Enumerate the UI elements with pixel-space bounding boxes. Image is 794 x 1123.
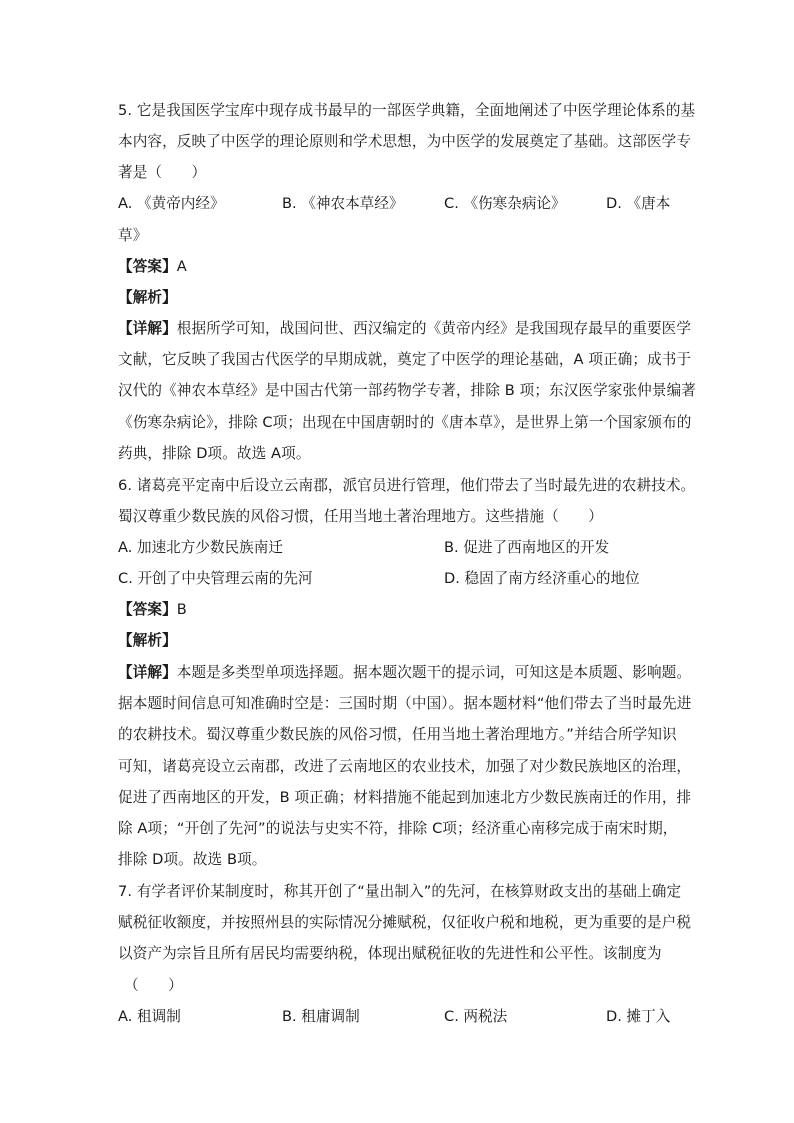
- q5-stem-line-3: 著是（ ）: [118, 164, 207, 181]
- q6-option-a: A. 加速北方少数民族南迁: [118, 539, 283, 556]
- q6-detail-line-7: 排除 D项。故选 B项。: [118, 851, 267, 868]
- q6-option-b: B. 促进了西南地区的开发: [444, 539, 610, 556]
- answer-value: B: [176, 601, 187, 618]
- q6-answer: [118, 600, 187, 620]
- q6-analysis-tag: 【解析】: [118, 632, 177, 649]
- q7-stem-line-2: 赋税征收额度，并按照州县的实际情况分摊赋税，仅征收户税和地税，更为重要的是户税: [118, 914, 692, 931]
- q5-option-d: D. 《唐本: [606, 195, 671, 212]
- q5-stem-line-1: 5. 它是我国医学宝库中现存成书最早的一部医学典籍，全面地阐述了中医学理论体系的基: [118, 102, 696, 119]
- q7-stem-line-4: （ ）: [124, 977, 183, 994]
- q7-option-c: C. 两税法: [444, 1008, 508, 1025]
- q5-detail-line-5: 药典，排除 D项。故选 A项。: [118, 445, 311, 462]
- q5-option-d-continued: 草》: [118, 227, 148, 244]
- q6-detail-line-5: 促进了西南地区的开发，B 项正确；材料措施不能起到加速北方少数民族南迁的作用，排: [118, 789, 692, 806]
- q5-detail-line-2: 文献，它反映了我国古代医学的早期成就，奠定了中医学的理论基础，A 项正确；成书于: [118, 351, 692, 368]
- q6-detail-line-4: 可知，诸葛亮设立云南郡，改进了云南地区的农业技术，加强了对少数民族地区的治理，: [118, 758, 692, 775]
- answer-value: A: [176, 258, 187, 275]
- q5-detail-line-1: 【详解】根据所学可知，战国问世、西汉编定的《黄帝内经》是我国现存最早的重要医学: [118, 320, 692, 337]
- q5-answer: [118, 257, 187, 277]
- detail-tag: 【详解】: [118, 664, 177, 681]
- q6-detail-line-6: 除 A项；“开创了先河”的说法与史实不符，排除 C项；经济重心南移完成于南宋时期，: [118, 820, 678, 837]
- q7-option-d: D. 摊丁入: [606, 1008, 671, 1025]
- q6-detail-line-3: 的农耕技术。蜀汉尊重少数民族的风俗习惯，任用当地土著治理地方。”并结合所学知识: [118, 726, 677, 743]
- q5-detail-line-4: 《伤寒杂病论》，排除 C项；出现在中国唐朝时的《唐本草》，是世界上第一个国家颁布的: [118, 414, 692, 431]
- q5-detail-line-3: 汉代的《神农本草经》是中国古代第一部药物学专著，排除 B 项；东汉医学家张仲景编著: [118, 382, 696, 399]
- q5-option-b: B. 《神农本草经》: [282, 195, 404, 212]
- q6-stem-line-2: 蜀汉尊重少数民族的风俗习惯，任用当地土著治理地方。这些措施（ ）: [118, 508, 603, 525]
- q5-stem-line-2: 本内容，反映了中医学的理论原则和学术思想，为中医学的发展奠定了基础。这部医学专: [118, 133, 692, 150]
- q5-analysis-tag: 【解析】: [118, 289, 177, 306]
- q6-option-c: C. 开创了中央管理云南的先河: [118, 570, 313, 587]
- q7-stem-line-1: 7. 有学者评价某制度时，称其开创了“量出制入”的先河，在核算财政支出的基础上确定: [118, 883, 682, 900]
- answer-tag: 【答案】: [118, 258, 177, 275]
- q7-option-b: B. 租庸调制: [282, 1008, 360, 1025]
- answer-tag: 【答案】: [118, 601, 177, 618]
- q6-detail-line-2: 据本题时间信息可知准确时空是：三国时期（中国）。据本题材料“他们带去了当时最先进: [118, 695, 692, 712]
- detail-tag: 【详解】: [118, 320, 177, 337]
- q5-option-a: A. 《黄帝内经》: [118, 195, 225, 212]
- q5-option-c: C. 《伤寒杂病论》: [444, 195, 566, 212]
- q6-stem-line-1: 6. 诸葛亮平定南中后设立云南郡，派官员进行管理，他们带去了当时最先进的农耕技术。: [118, 477, 696, 494]
- q6-detail-line-1: 【详解】本题是多类型单项选择题。据本题次题干的提示词，可知这是本质题、影响题。: [118, 664, 692, 681]
- q6-option-d: D. 稳固了南方经济重心的地位: [444, 570, 640, 587]
- q7-option-a: A. 租调制: [118, 1008, 181, 1025]
- q7-stem-line-3: 以资产为宗旨且所有居民均需要纳税，体现出赋税征收的先进性和公平性。该制度为: [118, 945, 662, 962]
